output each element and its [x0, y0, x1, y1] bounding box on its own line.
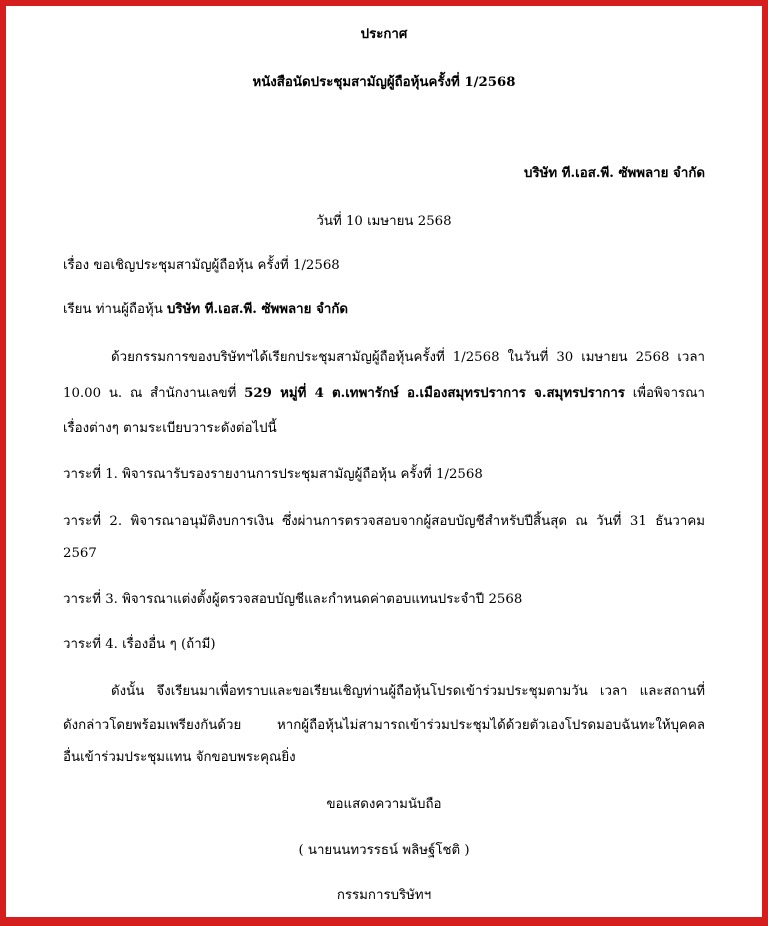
signer-title: กรรมการบริษัทฯ	[336, 888, 432, 903]
regards-line: ขอแสดงความนับถือ	[326, 797, 442, 812]
salutation-company: บริษัท ที.เอส.พี. ซัพพลาย จำกัด	[167, 302, 349, 317]
subject-line: เรื่อง ขอเชิญประชุมสามัญผู้ถือหุ้น ครั้งที่ 1/2568	[63, 258, 340, 273]
meeting-address: 529 หมู่ที่ 4 ต.เทพารักษ์ อ.เมืองสมุทรปราการ จ.สมุทรปราการ	[244, 386, 625, 401]
intro-line-2	[63, 386, 705, 402]
closing-line-1: ดังนั้น จึงเรียนมาเพื่อทราบและขอเรียนเชิญท่านผู้ถือหุ้นโปรดเข้าร่วมประชุมตามวัน เวลา และสถานที่	[111, 684, 705, 699]
closing-line-3: อื่นเข้าร่วมประชุมแทน จักขอบพระคุณยิ่ง	[63, 750, 296, 765]
document-date: วันที่ 10 เมษายน 2568	[316, 214, 452, 229]
closing-line-2: ดังกล่าวโดยพร้อมเพรียงกันด้วย หากผู้ถือหุ้นไม่สามารถเข้าร่วมประชุมได้ด้วยตัวเองโปรดมอบฉันทะให้บุคคล	[63, 718, 705, 733]
agenda-item-2: วาระที่ 2. พิจารณาอนุมัติงบการเงิน ซึ่งผ่านการตรวจสอบจากผู้สอบบัญชีสำหรับปีสิ้นสุด ณ วันที่ 31 ธันวาคม	[63, 514, 705, 529]
intro-line-1: ด้วยกรรมการของบริษัทฯได้เรียกประชุมสามัญผู้ถือหุ้นครั้งที่ 1/2568 ในวันที่ 30 เมษายน 2568 เวลา	[111, 350, 705, 365]
document-title: หนังสือนัดประชุมสามัญผู้ถือหุ้นครั้งที่ 1/2568	[252, 75, 516, 90]
agenda-item-3: วาระที่ 3. พิจารณาแต่งตั้งผู้ตรวจสอบบัญชีและกำหนดค่าตอบแทนประจำปี 2568	[63, 592, 523, 607]
company-name: บริษัท ที.เอส.พี. ซัพพลาย จำกัด	[524, 166, 705, 181]
agenda-item-4: วาระที่ 4. เรื่องอื่น ๆ (ถ้ามี)	[63, 637, 216, 652]
document-heading: ประกาศ	[360, 27, 408, 42]
intro-line-3: เรื่องต่างๆ ตามระเบียบวาระดังต่อไปนี้	[63, 421, 277, 436]
meeting-time: 10.00 น. ณ สำนักงานเลขที่	[63, 386, 237, 401]
salutation-line	[63, 302, 348, 318]
intro-purpose: เพื่อพิจารณา	[632, 386, 705, 401]
signer-name: ( นายนนทวรรธน์ พลิษฐ์โชติ )	[298, 843, 470, 858]
agenda-item-2-continuation: 2567	[63, 546, 97, 561]
salutation-prefix: เรียน ท่านผู้ถือหุ้น	[63, 302, 163, 317]
agenda-item-1: วาระที่ 1. พิจารณารับรองรายงานการประชุมสามัญผู้ถือหุ้น ครั้งที่ 1/2568	[63, 467, 483, 482]
